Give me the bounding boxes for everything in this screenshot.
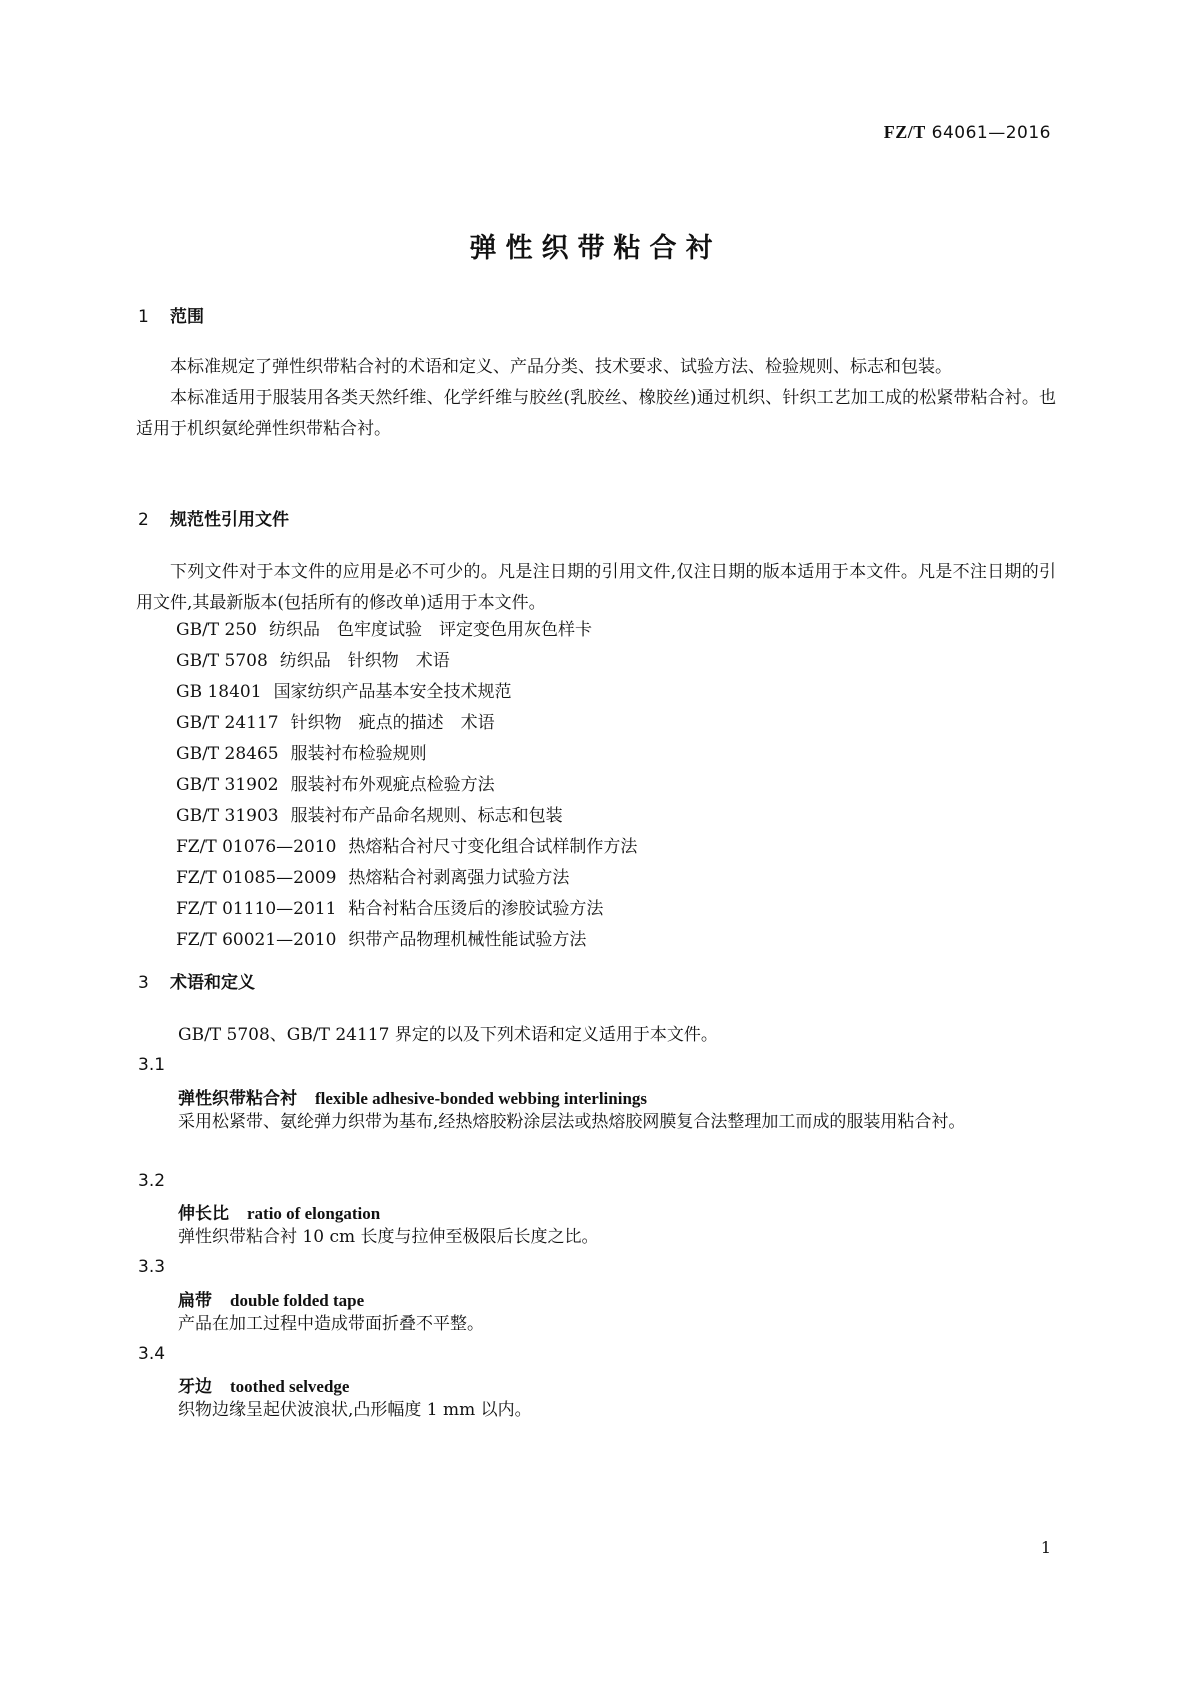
reference-title: 服装衬布产品命名规则、标志和包装: [290, 806, 563, 826]
reference-item: [176, 739, 637, 770]
reference-item: [176, 646, 637, 677]
reference-code: GB/T 28465: [176, 744, 279, 764]
reference-item: [176, 894, 637, 925]
reference-code: GB/T 24117: [176, 713, 279, 733]
standard-code-prefix: FZ/T: [883, 122, 926, 142]
term-number: 3.2: [138, 1171, 166, 1191]
document-title: 弹性织带粘合衬: [469, 233, 722, 264]
paragraph: 下列文件对于本文件的应用是必不可少的。凡是注日期的引用文件,仅注日期的版本适用于本文件。凡是不注日期的引用文件,其最新版本(包括所有的修改单)适用于本文件。: [136, 562, 1056, 613]
standard-code: [884, 122, 1051, 143]
term-number: 3.4: [138, 1344, 166, 1364]
page-number: 1: [1040, 1538, 1051, 1557]
term-number: 3.3: [138, 1257, 166, 1277]
term-number: 3.1: [138, 1055, 166, 1075]
term-heading: [178, 1084, 647, 1109]
section-number: 2: [138, 510, 149, 530]
reference-item: [176, 615, 637, 646]
term-en: toothed selvedge: [230, 1377, 350, 1396]
term-heading: [178, 1372, 349, 1397]
reference-code: FZ/T 60021—2010: [176, 930, 337, 950]
term-definition: 产品在加工过程中造成带面折叠不平整。: [178, 1314, 484, 1334]
reference-title: 针织物 疵点的描述 术语: [290, 713, 495, 733]
reference-code: GB/T 5708: [176, 651, 268, 671]
section-number: 1: [138, 307, 149, 327]
section-1-body: [136, 352, 1056, 445]
reference-title: 纺织品 色牢度试验 评定变色用灰色样卡: [269, 620, 592, 640]
reference-item: [176, 801, 637, 832]
reference-title: 热熔粘合衬尺寸变化组合试样制作方法: [348, 837, 638, 857]
reference-title: 粘合衬粘合压烫后的渗胶试验方法: [348, 899, 604, 919]
reference-code: FZ/T 01110—2011: [176, 899, 337, 919]
term-heading: [178, 1199, 380, 1224]
reference-item: [176, 708, 637, 739]
section-2-heading: [138, 505, 289, 530]
reference-code: GB/T 31903: [176, 806, 279, 826]
section-1-heading: [138, 302, 204, 327]
reference-title: 热熔粘合衬剥离强力试验方法: [348, 868, 570, 888]
term-definition: 弹性织带粘合衬 10 cm 长度与拉伸至极限后长度之比。: [178, 1227, 599, 1247]
reference-code: FZ/T 01085—2009: [176, 868, 337, 888]
term-zh: 牙边: [178, 1377, 212, 1397]
term-en: double folded tape: [230, 1291, 365, 1310]
standard-code-number: 64061—2016: [931, 123, 1051, 143]
reference-code: FZ/T 01076—2010: [176, 837, 337, 857]
term-definition: [136, 1107, 1056, 1138]
reference-item: [176, 863, 637, 894]
term-zh: 扁带: [178, 1291, 212, 1311]
section-number: 3: [138, 973, 149, 993]
term-en: ratio of elongation: [247, 1204, 381, 1223]
section-2-intro: [136, 557, 1056, 619]
reference-title: 国家纺织产品基本安全技术规范: [273, 682, 512, 702]
section-title: 规范性引用文件: [170, 510, 289, 530]
reference-title: 服装衬布检验规则: [290, 744, 427, 764]
reference-code: GB/T 250: [176, 620, 257, 640]
reference-item: [176, 677, 637, 708]
section-title: 范围: [170, 307, 204, 327]
term-definition-text: 采用松紧带、氨纶弹力织带为基布,经热熔胶粉涂层法或热熔胶网膜复合法整理加工而成的服装用粘合衬。: [178, 1112, 966, 1132]
term-definition: 织物边缘呈起伏波浪状,凸形幅度 1 mm 以内。: [178, 1400, 532, 1420]
term-zh: 伸长比: [178, 1204, 229, 1224]
reference-list: [176, 615, 637, 956]
reference-item: [176, 832, 637, 863]
section-3-intro: GB/T 5708、GB/T 24117 界定的以及下列术语和定义适用于本文件。: [178, 1025, 718, 1045]
section-3-heading: [138, 968, 255, 993]
reference-code: GB 18401: [176, 682, 262, 702]
reference-item: [176, 770, 637, 801]
reference-title: 纺织品 针织物 术语: [279, 651, 450, 671]
section-title: 术语和定义: [170, 973, 255, 993]
term-zh: 弹性织带粘合衬: [178, 1089, 297, 1109]
reference-item: [176, 925, 637, 956]
reference-title: 服装衬布外观疵点检验方法: [290, 775, 495, 795]
reference-code: GB/T 31902: [176, 775, 279, 795]
paragraph: 本标准适用于服装用各类天然纤维、化学纤维与胶丝(乳胶丝、橡胶丝)通过机织、针织工艺加工成的松紧带粘合衬。也适用于机织氨纶弹性织带粘合衬。: [136, 388, 1056, 439]
reference-title: 织带产品物理机械性能试验方法: [348, 930, 587, 950]
term-en: flexible adhesive-bonded webbing interlinings: [315, 1089, 648, 1108]
paragraph: 本标准规定了弹性织带粘合衬的术语和定义、产品分类、技术要求、试验方法、检验规则、标志和包装。: [170, 357, 952, 377]
term-heading: [178, 1286, 364, 1311]
